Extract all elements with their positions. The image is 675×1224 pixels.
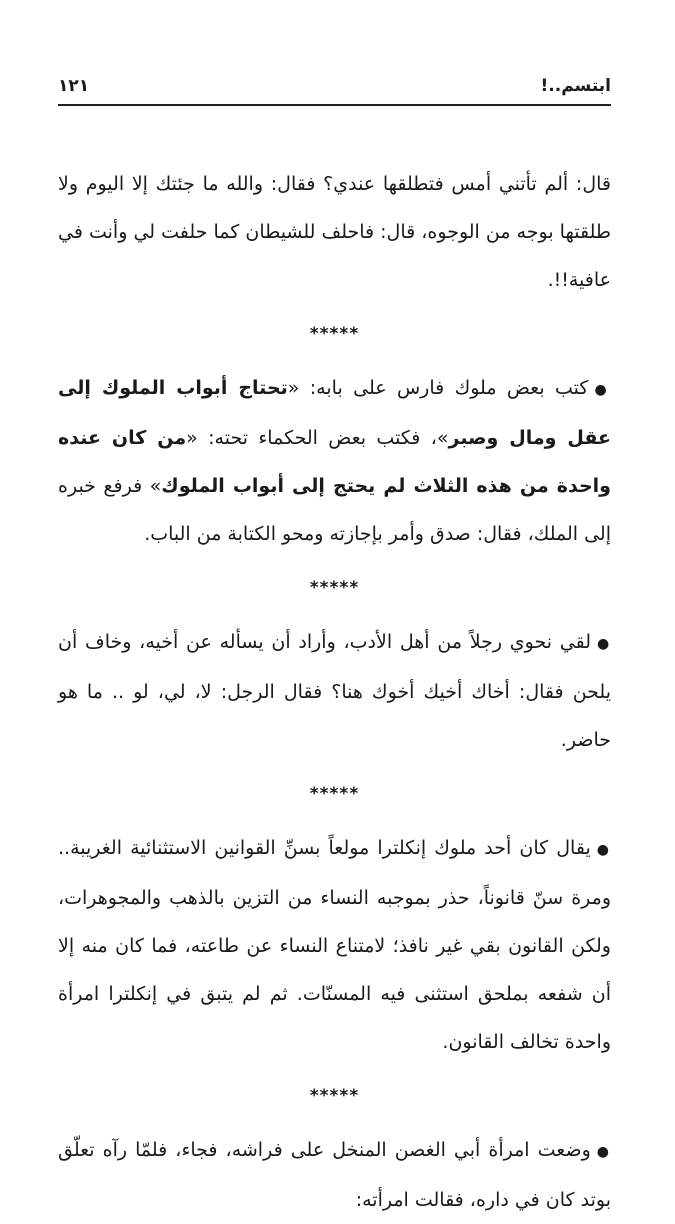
- section-separator: *****: [309, 578, 360, 598]
- paragraph-text: لقي نحوي رجلاً من أهل الأدب، وأراد أن يسأله عن أخيه، وخاف أن يلحن فقال: أخاك أخيك أخوك هنا؟ فقال الرجل: لا، لي، لو .. ما هو حاضر.: [58, 631, 611, 751]
- page-number: ١٢١: [58, 76, 90, 96]
- paragraph-5: [58, 1126, 611, 1224]
- bullet-icon: ●: [596, 842, 611, 858]
- quote-bold: تحتاج أبواب الملوك إلى عقل ومال وصبر: [58, 377, 612, 449]
- section-separator: *****: [309, 784, 360, 804]
- paragraph-text: يقال كان أحد ملوك إنكلترا مولعاً بسنِّ القوانين الاستثنائية الغريبة.. ومرة سنّ قانوناً، حذر بموجبه النساء من التزين بالذهب والمجوهرات، ولكن القانون بقي غير نافذ؛ لامتناع النساء عن طاعته، فما كان منه إلا أن شفعه بملحق استثنى فيه المسنّات. ثم لم يتبق في إنكلترا امرأة واحدة تخالف القانون.: [58, 837, 611, 1053]
- paragraph-text: كتب بعض ملوك فارس على بابه: «: [287, 377, 589, 399]
- section-separator: *****: [309, 1086, 360, 1106]
- bullet-icon: ●: [597, 636, 611, 652]
- paragraph-3: [58, 618, 611, 764]
- paragraph-1: [58, 160, 611, 304]
- paragraph-text: قال: ألم تأتني أمس فتطلقها عندي؟ فقال: والله ما جئتك إلا اليوم ولا طلقتها بوجه من الوجوه، قال: فاحلف للشيطان كما حلفت لي وأنت في عافية!!.: [58, 173, 611, 291]
- section-separator: *****: [309, 324, 360, 344]
- bullet-icon: ●: [596, 1144, 611, 1160]
- bullet-icon: ●: [594, 382, 611, 398]
- paragraph-text: » فرفع خبره إلى الملك، فقال: صدق وأمر بإجازته ومحو الكتابة من الباب.: [58, 475, 611, 545]
- paragraph-text: »، فكتب بعض الحكماء تحته: «: [186, 427, 449, 449]
- page-header: [58, 76, 611, 102]
- header-rule: [58, 104, 611, 106]
- paragraph-4: [58, 824, 611, 1066]
- paragraph-2: [58, 364, 611, 558]
- running-title: ابتسم..!: [540, 76, 611, 96]
- paragraph-text: وضعت امرأة أبي الغصن المنخل على فراشه، فجاء، فلمّا رآه تعلّق بوتد كان في داره، فقالت امرأته:: [58, 1139, 611, 1211]
- page-body: [58, 160, 611, 1224]
- quote-bold: من كان عنده واحدة من هذه الثلاث لم يحتج إلى أبواب الملوك: [58, 427, 611, 497]
